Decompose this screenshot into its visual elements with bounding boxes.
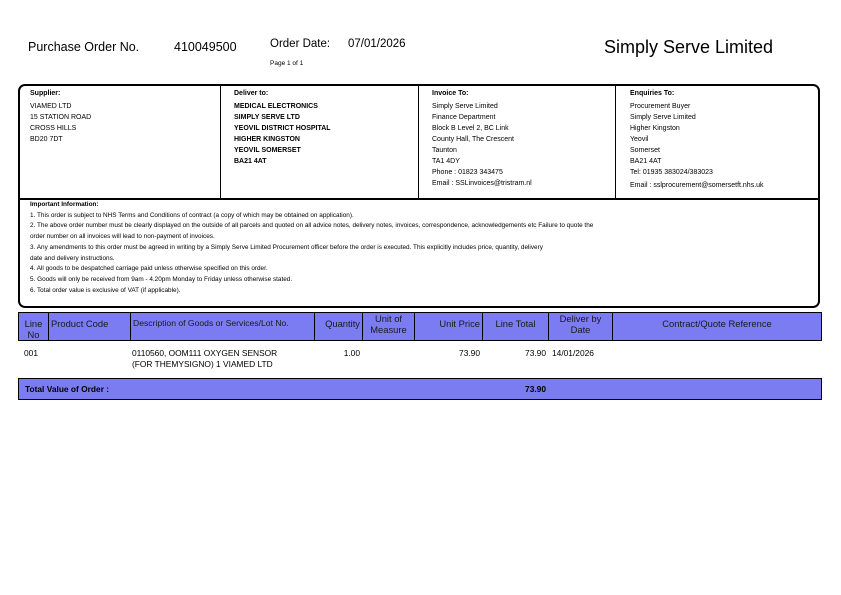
- invoice-to-line: County Hall, The Crescent: [432, 136, 514, 143]
- supplier-line: BD20 7DT: [30, 136, 63, 143]
- po-label: Purchase Order No.: [28, 40, 140, 54]
- row-description-1: 0110560, OOM111 OXYGEN SENSOR: [132, 348, 278, 358]
- invoice-to-title: Invoice To:: [432, 90, 469, 97]
- deliver-to-title: Deliver to:: [234, 90, 269, 97]
- deliver-to-line: YEOVIL SOMERSET: [234, 147, 301, 154]
- row-unit-price: 73.90: [459, 348, 480, 358]
- divider: [418, 86, 419, 200]
- info-box: [18, 84, 820, 308]
- invoice-to-line: Taunton: [432, 147, 457, 154]
- important-line: 2. The above order number must be clearly displayed on the outside of all parcels and quoted on all advice notes, delivery notes, invoices, correspondence, acknowledgements etc Failure to quote the: [30, 222, 594, 230]
- enquiries-line: Higher Kingston: [630, 125, 680, 132]
- enquiries-line: Somerset: [630, 147, 660, 154]
- invoice-to-line: Block B Level 2, BC Link: [432, 125, 509, 132]
- row-description-2: (FOR THEMYSIGNO) 1 VIAMED LTD: [132, 359, 273, 369]
- enquiries-line: Simply Serve Limited: [630, 114, 696, 121]
- th-deliver-by: Deliver by Date: [549, 313, 613, 340]
- row-line-no: 001: [24, 348, 38, 358]
- important-title: Important Information:: [30, 201, 99, 208]
- deliver-to-line: BA21 4AT: [234, 158, 267, 165]
- deliver-to-line: MEDICAL ELECTRONICS: [234, 103, 318, 110]
- enquiries-email: Email : sslprocurement@somersetft.nhs.uk: [630, 182, 764, 189]
- row-line-total: 73.90: [525, 348, 546, 358]
- enquiries-line: Yeovil: [630, 136, 649, 143]
- supplier-line: 15 STATION ROAD: [30, 114, 92, 121]
- page-info: Page 1 of 1: [270, 60, 304, 67]
- invoice-to-line: Phone : 01823 343475: [432, 169, 503, 176]
- total-bar: [18, 378, 822, 400]
- important-line: 5. Goods will only be received from 9am - 4.20pm Monday to Friday unless otherwise stated.: [30, 275, 293, 283]
- important-line: 1. This order is subject to NHS Terms and Conditions of contract (a copy of which may be obtained on application).: [30, 211, 354, 219]
- enquiries-line: BA21 4AT: [630, 158, 662, 165]
- th-line-total: Line Total: [483, 313, 549, 340]
- row-deliver-by: 14/01/2026: [552, 348, 594, 358]
- deliver-to-line: HIGHER KINGSTON: [234, 136, 300, 143]
- order-date-value: 07/01/2026: [348, 38, 406, 50]
- invoice-to-line: Simply Serve Limited: [432, 103, 498, 110]
- enquiries-section: [630, 90, 764, 191]
- company-name: Simply Serve Limited: [604, 37, 774, 57]
- important-line: 6. Total order value is exclusive of VAT (if applicable).: [30, 286, 181, 294]
- invoice-to-line: Finance Department: [432, 114, 496, 121]
- invoice-to-line: TA1 4DY: [432, 158, 460, 165]
- order-date-label: Order Date:: [270, 38, 331, 50]
- row-quantity: 1.00: [343, 348, 360, 358]
- enquiries-line: Tel: 01935 383024/383023: [630, 169, 713, 176]
- important-information: [30, 200, 593, 296]
- th-contract: Contract/Quote Reference: [662, 318, 772, 329]
- divider: [615, 86, 616, 200]
- supplier-line: VIAMED LTD: [30, 103, 72, 110]
- th-description: Description of Goods or Services/Lot No.: [131, 313, 315, 340]
- th-quantity: Quantity: [315, 313, 363, 340]
- important-line: order number on all invoices will lead to non-payment of invoices.: [30, 233, 215, 241]
- deliver-to-line: SIMPLY SERVE LTD: [234, 114, 300, 121]
- th-line-no: Line No: [19, 313, 49, 340]
- total-label: Total Value of Order :: [25, 384, 110, 394]
- enquiries-title: Enquiries To:: [630, 90, 675, 97]
- table-header: [18, 312, 822, 341]
- deliver-to-line: YEOVIL DISTRICT HOSPITAL: [234, 125, 331, 132]
- po-number: 410049500: [174, 40, 237, 54]
- invoice-to-section: [432, 90, 532, 189]
- important-line: date and delivery instructions.: [30, 254, 115, 262]
- th-unit-price: Unit Price: [415, 313, 483, 340]
- supplier-section: [30, 90, 91, 145]
- total-value: 73.90: [525, 384, 546, 394]
- invoice-to-line: Email : SSLinvoices@tristram.nl: [432, 180, 532, 187]
- important-line: 3. Any amendments to this order must be agreed in writing by a Simply Serve Limited Procurement officer before the order is executed. This explicitly includes price, quantity, delivery: [30, 243, 543, 251]
- th-unit: Unit of Measure: [363, 313, 415, 340]
- enquiries-line: Procurement Buyer: [630, 103, 691, 110]
- th-product-code: Product Code: [49, 313, 131, 340]
- supplier-title: Supplier:: [30, 90, 61, 97]
- deliver-to-section: [234, 90, 331, 167]
- divider: [220, 86, 221, 200]
- important-line: 4. All goods to be despatched carriage paid unless otherwise specified on this order.: [30, 265, 268, 273]
- supplier-line: CROSS HILLS: [30, 125, 77, 132]
